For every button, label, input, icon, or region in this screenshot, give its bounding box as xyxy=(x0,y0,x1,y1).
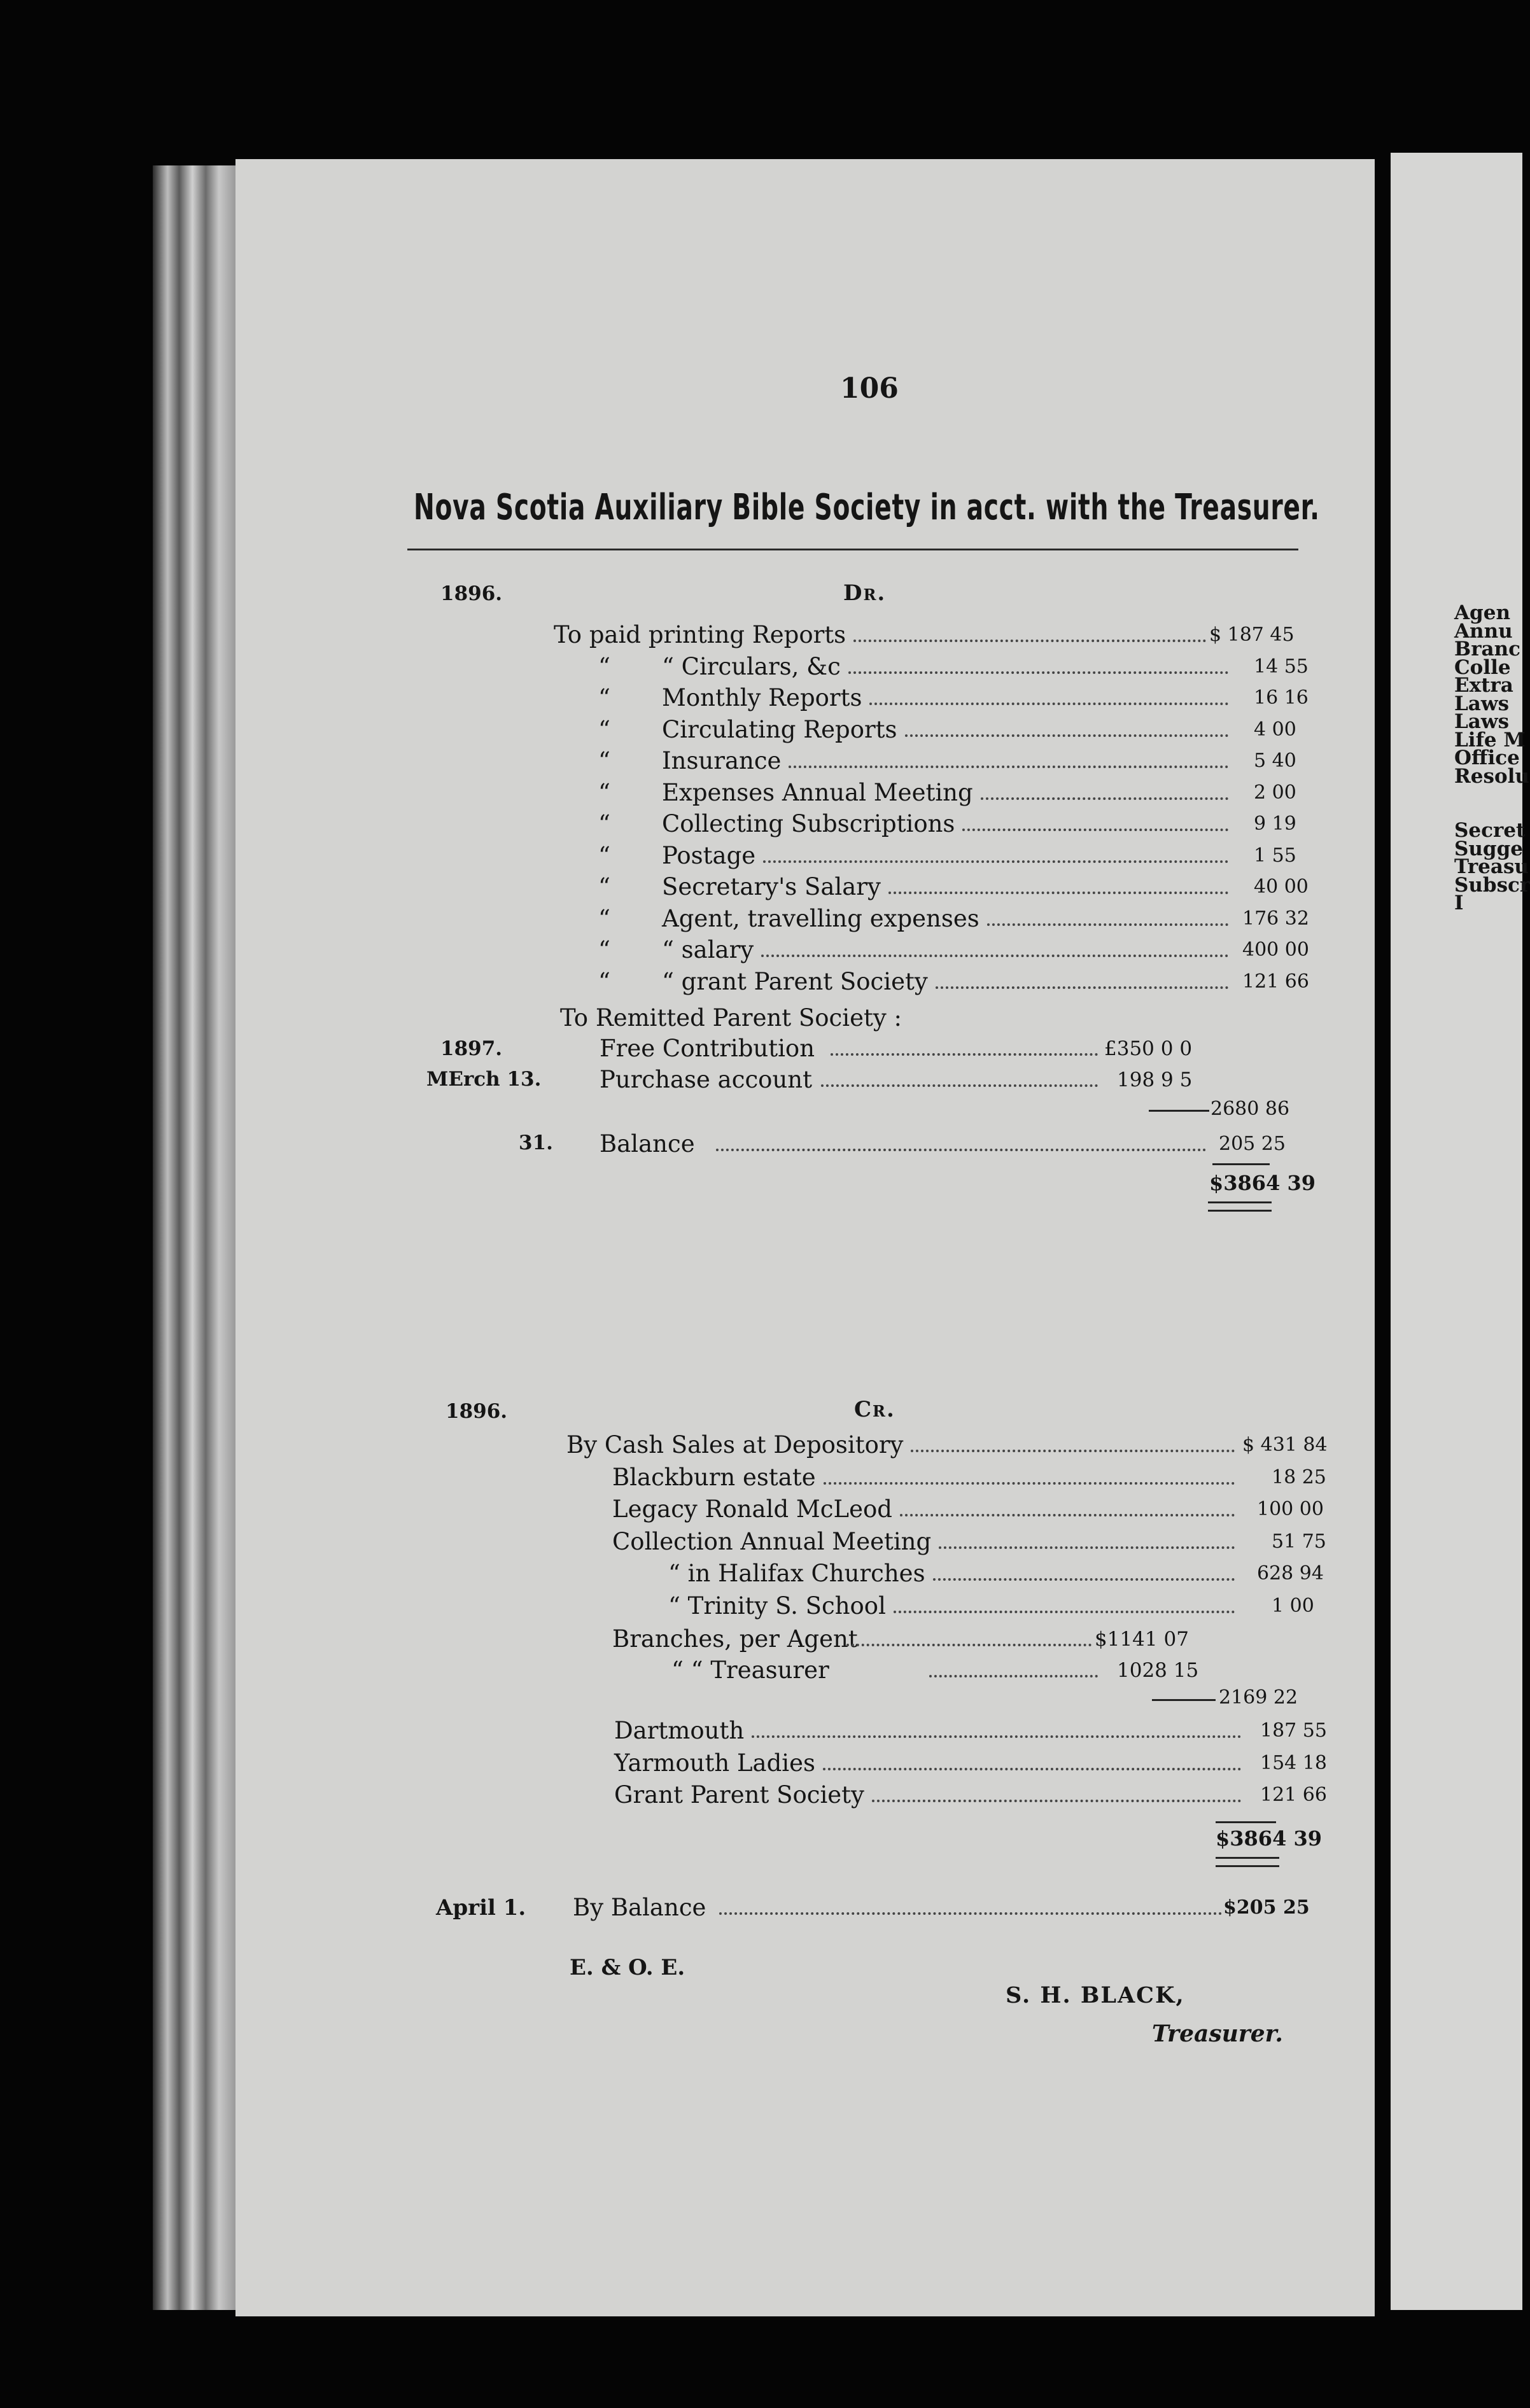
entry-label: Circulating Reports xyxy=(662,715,897,743)
entry-amount: 16 16 xyxy=(1254,687,1309,709)
debit-row xyxy=(235,746,1317,776)
ditto-mark: “ xyxy=(598,778,610,806)
entry-amount: 4 00 xyxy=(1254,718,1296,741)
ditto-mark: “ xyxy=(598,841,610,869)
book-spine xyxy=(153,165,235,2310)
entry-label: Expenses Annual Meeting xyxy=(662,778,973,806)
debit-row xyxy=(235,841,1317,871)
errors-omissions-excepted: E. & O. E. xyxy=(570,1955,685,1980)
leader-dots xyxy=(789,766,1228,768)
entry-amount: 121 66 xyxy=(1260,1784,1327,1806)
facing-page-line: Treasu xyxy=(1454,855,1529,878)
ditto-mark: “ xyxy=(598,715,610,743)
debit-year: 1896. xyxy=(440,582,503,605)
leader-dots xyxy=(761,955,1228,957)
credit-heading: Cr. xyxy=(854,1397,895,1422)
branches-treasurer-amount: 1028 15 xyxy=(1117,1659,1199,1682)
purchase-account-amount: 198 9 5 xyxy=(1117,1068,1193,1091)
leader-dots xyxy=(929,1675,1098,1677)
entry-label: “ grant Parent Society xyxy=(662,967,928,995)
free-contribution-label: Free Contribution xyxy=(600,1035,815,1062)
entry-amount: 5 40 xyxy=(1254,750,1296,772)
ditto-mark: “ xyxy=(598,684,610,711)
entry-amount: 1 55 xyxy=(1254,844,1296,867)
entry-label: Monthly Reports xyxy=(662,684,862,711)
entry-label: “ salary xyxy=(662,936,754,963)
facing-page-line: Resolu xyxy=(1454,764,1529,788)
credit-row xyxy=(235,1592,1317,1621)
leader-dots xyxy=(853,640,1206,642)
page-title: Nova Scotia Auxiliary Bible Society in acct. with the Treasurer. xyxy=(414,487,1320,528)
debit-row xyxy=(235,809,1317,839)
signature-name: S. H. BLACK, xyxy=(1006,1982,1185,2008)
entry-amount: 1 00 xyxy=(1272,1594,1314,1617)
facing-page-line: Annu xyxy=(1454,619,1513,643)
entry-amount: 2 00 xyxy=(1254,781,1296,804)
leader-dots xyxy=(846,1644,1091,1646)
entry-amount: 51 75 xyxy=(1272,1530,1326,1553)
ditto-mark: “ xyxy=(598,810,610,837)
debit-heading: Dr. xyxy=(843,580,887,606)
entry-amount: 176 32 xyxy=(1242,907,1309,930)
title-rule xyxy=(407,549,1298,550)
entry-label: “ in Halifax Churches xyxy=(668,1560,925,1587)
credit-row xyxy=(235,1463,1326,1492)
debit-row xyxy=(235,872,1317,902)
balance-row xyxy=(235,1130,1317,1159)
leader-dots xyxy=(848,671,1228,674)
credit-row xyxy=(235,1749,1327,1778)
date-merch-13: MErch 13. xyxy=(426,1068,542,1091)
remitted-heading: To Remitted Parent Society : xyxy=(560,1004,902,1032)
entry-label: Legacy Ronald McLeod xyxy=(612,1495,892,1523)
entry-label: Postage xyxy=(662,841,756,869)
entry-label: “ Trinity S. School xyxy=(668,1592,886,1620)
debit-total: $3864 39 xyxy=(1209,1171,1316,1195)
total-rule xyxy=(1212,1163,1270,1165)
entry-label: Grant Parent Society xyxy=(614,1781,864,1809)
leader-dots xyxy=(894,1611,1235,1613)
ledger-page xyxy=(235,159,1375,2316)
entry-label: Collection Annual Meeting xyxy=(612,1527,932,1555)
branches-agent-row xyxy=(235,1625,1317,1654)
free-contribution-row xyxy=(235,1034,1317,1063)
entry-amount: 628 94 xyxy=(1257,1562,1324,1585)
facing-page-line: Branc xyxy=(1454,638,1521,661)
facing-page-fragment xyxy=(1391,153,1530,2310)
leader-dots xyxy=(752,1735,1241,1738)
leader-dots xyxy=(987,923,1228,926)
total-double-rule xyxy=(1208,1201,1272,1212)
entry-label: Yarmouth Ladies xyxy=(614,1749,815,1777)
credit-row xyxy=(235,1527,1326,1557)
entry-label: Collecting Subscriptions xyxy=(662,810,955,837)
leader-dots xyxy=(962,829,1228,831)
entry-label: By Cash Sales at Depository xyxy=(566,1431,904,1459)
entry-label: Blackburn estate xyxy=(612,1463,816,1491)
leader-dots xyxy=(905,734,1228,737)
entry-amount: 400 00 xyxy=(1242,939,1309,961)
branches-treasurer-row xyxy=(235,1656,1317,1685)
entry-amount: $ 187 45 xyxy=(1209,624,1295,646)
facing-page-line: Sugge xyxy=(1454,837,1524,860)
ditto-mark: “ xyxy=(598,873,610,900)
ditto-mark: “ xyxy=(598,747,610,774)
ditto-mark: “ xyxy=(598,904,610,932)
closing-balance-row xyxy=(235,1893,1317,1922)
facing-page-line: Agen xyxy=(1454,601,1510,624)
leader-dots xyxy=(936,986,1228,989)
facing-page-line: Office xyxy=(1454,746,1520,769)
debit-row xyxy=(235,620,1317,650)
purchase-account-row xyxy=(235,1065,1317,1095)
ditto-mark: “ xyxy=(598,967,610,995)
entry-label: To paid printing Reports xyxy=(554,621,846,648)
closing-balance-label: By Balance xyxy=(573,1894,706,1921)
debit-year-1897: 1897. xyxy=(440,1037,503,1060)
debit-subtotal: 2680 86 xyxy=(1211,1098,1290,1120)
entry-amount: 18 25 xyxy=(1272,1466,1326,1488)
entry-amount: 9 19 xyxy=(1254,813,1296,835)
credit-total: $3864 39 xyxy=(1216,1826,1322,1851)
branches-subtotal-dash xyxy=(1152,1699,1216,1701)
entry-label: Insurance xyxy=(662,747,782,774)
leader-dots xyxy=(872,1800,1241,1802)
signature-title: Treasurer. xyxy=(1152,2020,1283,2047)
entry-label: Dartmouth xyxy=(614,1717,745,1744)
ditto-mark: “ xyxy=(598,652,610,680)
leader-dots xyxy=(823,1768,1241,1770)
leader-dots xyxy=(933,1578,1235,1581)
debit-row xyxy=(235,683,1317,713)
branches-treasurer-label: “ “ Treasurer xyxy=(671,1656,829,1684)
entry-label: “ Circulars, &c xyxy=(662,652,841,680)
leader-dots xyxy=(900,1514,1235,1516)
leader-dots xyxy=(869,703,1228,705)
leader-dots xyxy=(821,1084,1098,1087)
debit-row xyxy=(235,715,1317,745)
leader-dots xyxy=(716,1149,1206,1151)
debit-row xyxy=(235,935,1317,965)
facing-page-line: Extra xyxy=(1454,674,1513,697)
credit-total-double-rule xyxy=(1216,1857,1279,1867)
leader-dots xyxy=(719,1912,1222,1915)
facing-page-line: Secret xyxy=(1454,819,1526,842)
branches-agent-amount: $1141 07 xyxy=(1095,1628,1189,1651)
entry-amount: $ 431 84 xyxy=(1242,1434,1328,1456)
credit-total-rule xyxy=(1216,1821,1276,1823)
closing-date: April 1. xyxy=(436,1895,526,1921)
credit-row xyxy=(235,1495,1324,1524)
leader-dots xyxy=(763,860,1228,863)
debit-row xyxy=(235,652,1317,682)
closing-balance-amount: $205 25 xyxy=(1223,1896,1310,1919)
leader-dots xyxy=(831,1053,1098,1056)
facing-page-line: Subscr xyxy=(1454,873,1530,897)
debit-row xyxy=(235,904,1317,934)
subtotal-dash xyxy=(1149,1110,1209,1112)
facing-page-line: Life M xyxy=(1454,728,1526,752)
facing-page-line: I xyxy=(1454,892,1464,914)
leader-dots xyxy=(939,1546,1235,1549)
credit-row xyxy=(235,1781,1327,1810)
branches-agent-label: Branches, per Agent xyxy=(612,1625,858,1653)
entry-label: Agent, travelling expenses xyxy=(662,904,979,932)
leader-dots xyxy=(981,797,1228,800)
branches-subtotal: 2169 22 xyxy=(1219,1686,1298,1709)
leader-dots xyxy=(824,1482,1235,1485)
leader-dots xyxy=(888,892,1228,894)
free-contribution-amount: £350 0 0 xyxy=(1104,1037,1193,1060)
entry-amount: 187 55 xyxy=(1260,1719,1327,1742)
ditto-mark: “ xyxy=(598,936,610,963)
debit-row xyxy=(235,778,1317,808)
entry-amount: 121 66 xyxy=(1242,970,1309,993)
facing-page-line: Laws xyxy=(1454,692,1510,715)
credit-row xyxy=(235,1431,1328,1460)
leader-dots xyxy=(911,1450,1235,1452)
credit-year: 1896. xyxy=(446,1400,508,1423)
entry-amount: 40 00 xyxy=(1254,876,1309,898)
credit-row xyxy=(235,1559,1324,1588)
credit-row xyxy=(235,1716,1327,1746)
debit-row xyxy=(235,967,1317,997)
balance-label: Balance xyxy=(600,1130,695,1158)
date-31: 31. xyxy=(519,1131,553,1154)
facing-page-line: Laws xyxy=(1454,710,1510,733)
entry-amount: 154 18 xyxy=(1260,1751,1327,1774)
entry-label: Secretary's Salary xyxy=(662,873,881,900)
purchase-account-label: Purchase account xyxy=(600,1066,812,1093)
page-number: 106 xyxy=(840,372,899,405)
entry-amount: 14 55 xyxy=(1254,655,1309,678)
entry-amount: 100 00 xyxy=(1257,1498,1324,1520)
facing-page-line: Colle xyxy=(1454,655,1511,679)
balance-amount: 205 25 xyxy=(1219,1133,1286,1155)
